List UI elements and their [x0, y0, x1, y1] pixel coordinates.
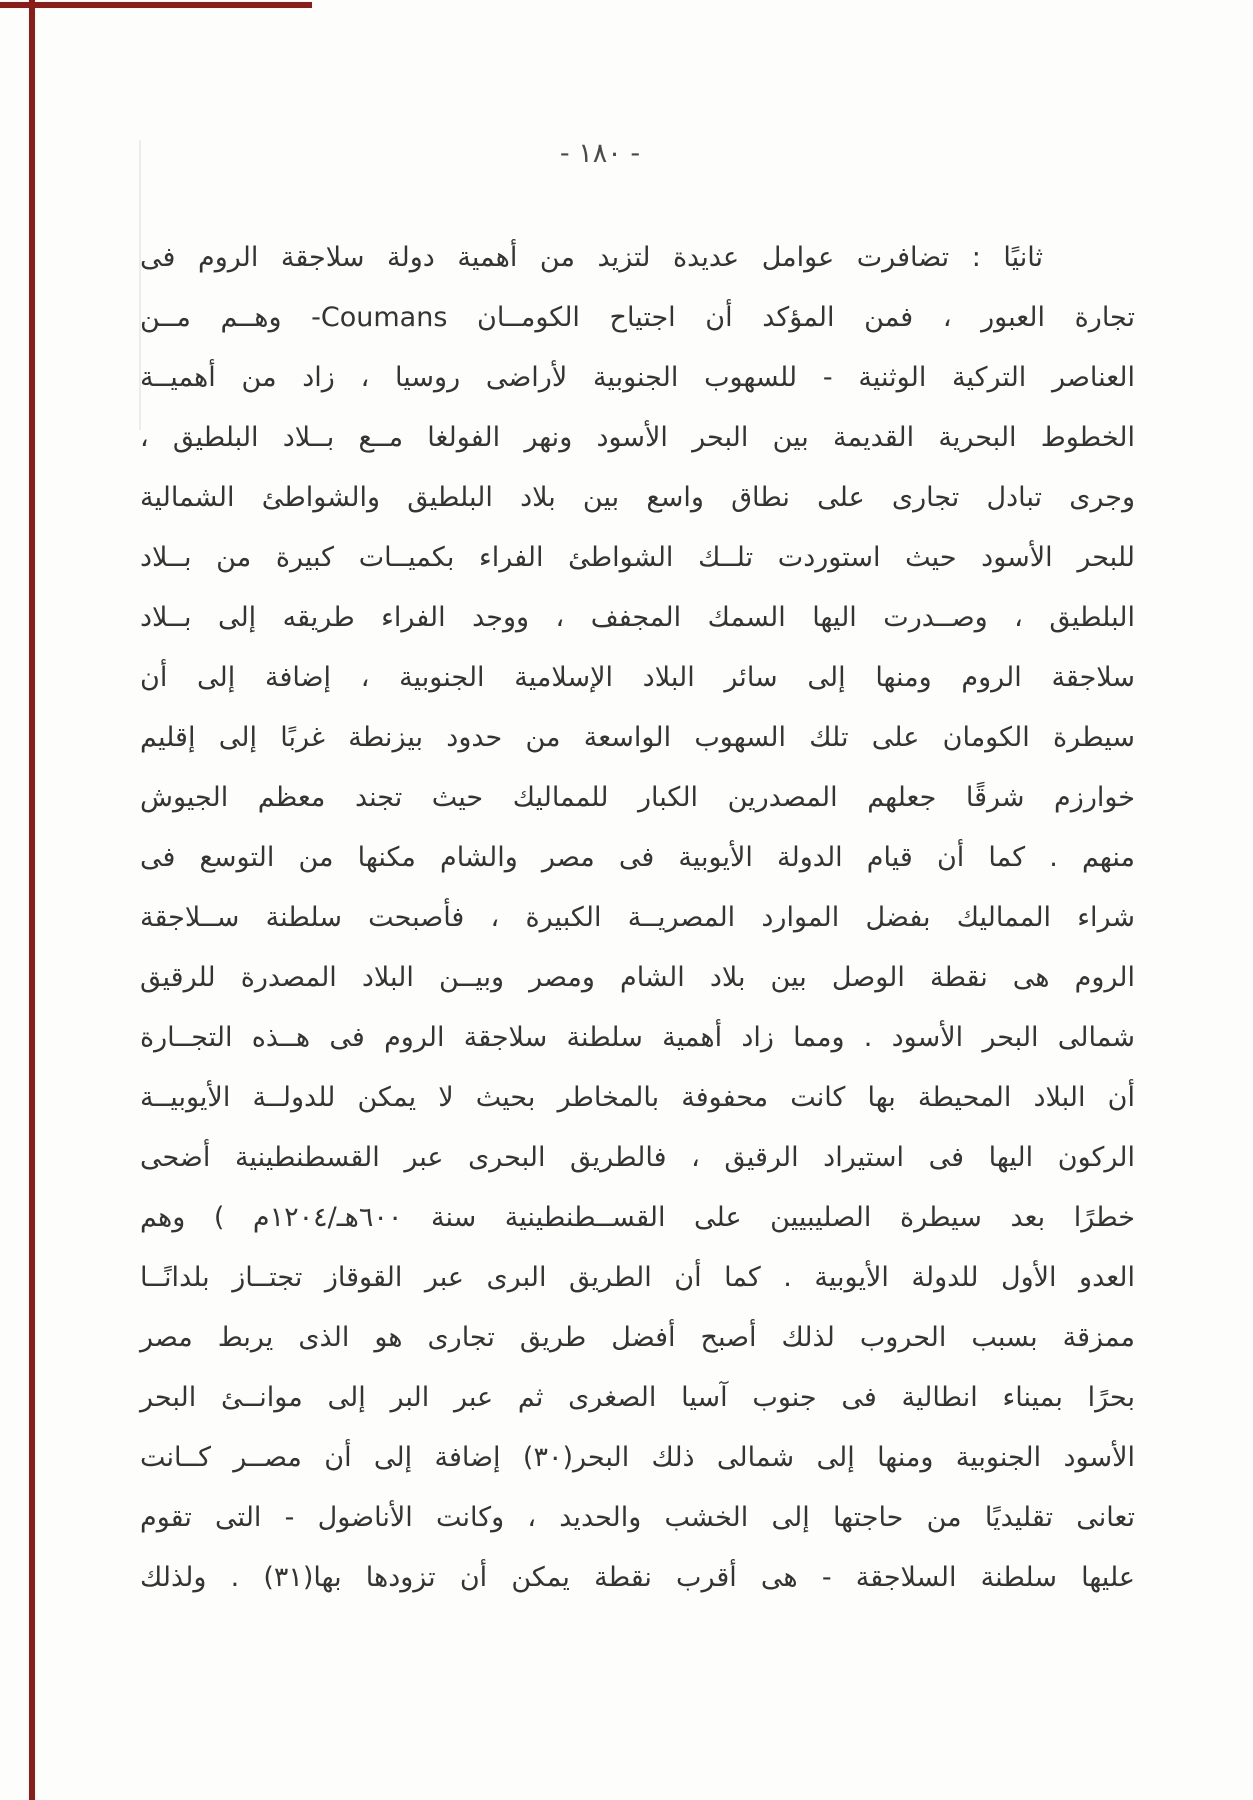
- text-line: الخطوط البحرية القديمة بين البحر الأسود ونهر الفولغا مــع بــلاد البلطيق ،: [140, 422, 1135, 453]
- text-line: خوارزم شرقًا جعلهم المصدرين الكبار للمماليك حيث تجند معظم الجيوش: [140, 782, 1135, 813]
- text-line: الروم هى نقطة الوصل بين بلاد الشام ومصر وبيــن البلاد المصدرة للرقيق: [140, 962, 1135, 993]
- text-line: ثانيًا : تضافرت عوامل عديدة لتزيد من أهمية دولة سلاجقة الروم فى: [140, 242, 1043, 273]
- text-line: أن البلاد المحيطة بها كانت محفوفة بالمخاطر بحيث لا يمكن للدولــة الأيوبيــة: [140, 1082, 1135, 1113]
- text-line: ممزقة بسبب الحروب لذلك أصبح أفضل طريق تجارى هو الذى يربط مصر: [140, 1322, 1135, 1353]
- text-line: سلاجقة الروم ومنها إلى سائر البلاد الإسلامية الجنوبية ، إضافة إلى أن: [140, 662, 1135, 693]
- text-line: منهم . كما أن قيام الدولة الأيوبية فى مصر والشام مكنها من التوسع فى: [140, 842, 1135, 873]
- text-line: البلطيق ، وصــدرت اليها السمك المجفف ، ووجد الفراء طريقه إلى بــلاد: [140, 602, 1135, 633]
- text-line: الركون اليها فى استيراد الرقيق ، فالطريق البحرى عبر القسطنطينية أضحى: [140, 1142, 1135, 1173]
- scan-edge-left-artifact: [29, 0, 35, 1800]
- text-line: خطرًا بعد سيطرة الصليبيين على القســطنطينية سنة ٦٠٠هـ/١٢٠٤م ) وهم: [140, 1202, 1135, 1233]
- text-line: للبحر الأسود حيث استوردت تلــك الشواطئ الفراء بكميــات كبيرة من بــلاد: [140, 542, 1135, 573]
- text-line: العدو الأول للدولة الأيوبية . كما أن الطريق البرى عبر القوقاز تجتــاز بلدانًــا: [140, 1262, 1135, 1293]
- text-line: تعانى تقليديًا من حاجتها إلى الخشب والحديد ، وكانت الأناضول - التى تقوم: [140, 1502, 1135, 1533]
- page-number: - ١٨٠ -: [559, 138, 641, 169]
- scan-edge-top-artifact: [0, 2, 312, 8]
- text-line: عليها سلطنة السلاجقة - هى أقرب نقطة يمكن أن تزودها بها(٣١) . ولذلك: [140, 1562, 1136, 1593]
- text-line: سيطرة الكومان على تلك السهوب الواسعة من حدود بيزنطة غربًا إلى إقليم: [140, 722, 1135, 753]
- text-line: شمالى البحر الأسود . ومما زاد أهمية سلطنة سلاجقة الروم فى هــذه التجــارة: [140, 1022, 1135, 1053]
- text-line: وجرى تبادل تجارى على نطاق واسع بين بلاد البلطيق والشواطئ الشمالية: [140, 482, 1135, 513]
- body-text: [140, 228, 1135, 1608]
- text-line: العناصر التركية الوثنية - للسهوب الجنوبية لأراضى روسيا ، زاد من أهميــة: [140, 362, 1135, 393]
- text-line: تجارة العبور ، فمن المؤكد أن اجتياح الكومــان Coumans- وهــم مــن: [140, 302, 1135, 333]
- text-line: الأسود الجنوبية ومنها إلى شمالى ذلك البحر(٣٠) إضافة إلى أن مصــر كــانت: [140, 1442, 1135, 1473]
- text-line: بحرًا بميناء انطالية فى جنوب آسيا الصغرى ثم عبر البر إلى موانــئ البحر: [140, 1382, 1135, 1413]
- text-line: شراء المماليك بفضل الموارد المصريــة الكبيرة ، فأصبحت سلطنة ســلاجقة: [140, 902, 1135, 933]
